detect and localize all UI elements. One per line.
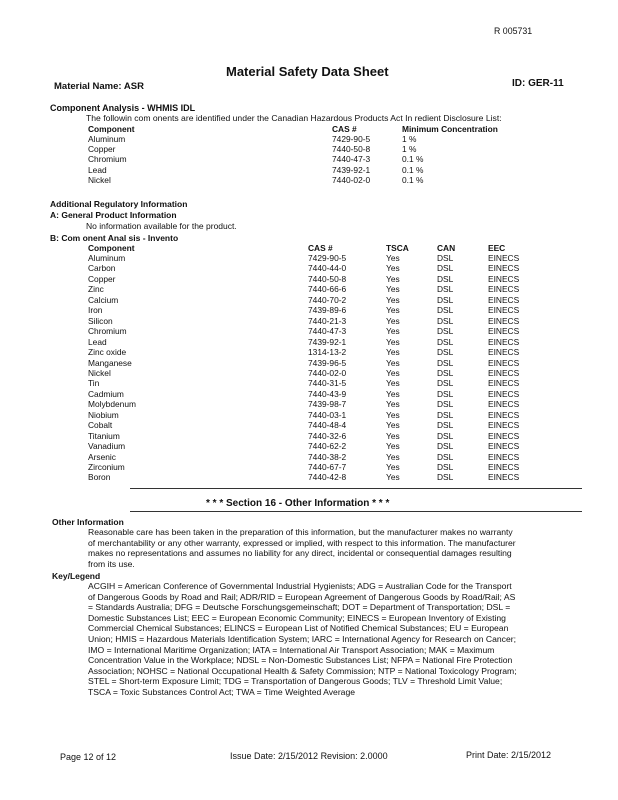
text-line: of merchantability or any other warranty, expressed or implied, with respect to this information. The manufacturer — [88, 537, 516, 548]
table-cell: 0.1 % — [402, 154, 424, 165]
table-cell: Yes — [386, 294, 400, 305]
table-cell: DSL — [437, 430, 454, 441]
table-row — [0, 347, 618, 358]
table-row — [0, 462, 618, 473]
table-cell: Yes — [386, 284, 400, 295]
other-information-text — [88, 527, 516, 569]
table-row — [0, 420, 618, 431]
table-cell: EINECS — [488, 451, 520, 462]
table-cell: 7440-02-0 — [332, 174, 371, 185]
table-cell: Yes — [386, 305, 400, 316]
table-cell: Lead — [88, 164, 107, 175]
table-row — [0, 472, 618, 483]
table-row — [0, 378, 618, 389]
table-cell: EINECS — [488, 378, 520, 389]
table-cell: 7440-42-8 — [308, 472, 347, 483]
table-cell: DSL — [437, 472, 454, 483]
section-16-heading: * * * Section 16 - Other Information * * * — [206, 498, 390, 509]
table-cell: EINECS — [488, 388, 520, 399]
column-header: CAS # — [332, 124, 357, 134]
text-line: makes no representations and assumes no liability for any direct, incidental or consequential damages resulting — [88, 548, 512, 559]
section-divider — [130, 488, 582, 489]
text-line: ACGIH = American Conference of Governmental Industrial Hygienists; ADG = Australian Code for the Transport — [88, 581, 512, 591]
table-cell: Molybdenum — [88, 399, 136, 410]
table-cell: EINECS — [488, 357, 520, 368]
table-cell: EINECS — [488, 441, 520, 452]
table-cell: EINECS — [488, 273, 520, 284]
table-cell: DSL — [437, 336, 454, 347]
table-cell: EINECS — [488, 284, 520, 295]
table-row — [0, 165, 618, 176]
table-row — [0, 175, 618, 186]
regulatory-heading: Additional Regulatory Information — [50, 199, 188, 209]
table-cell: DSL — [437, 388, 454, 399]
table-cell: Yes — [386, 399, 400, 410]
table-cell: DSL — [437, 294, 454, 305]
table-cell: DSL — [437, 441, 454, 452]
table-cell: Nickel — [88, 174, 111, 185]
table-cell: Chromium — [88, 154, 127, 165]
component-analysis-header-row — [0, 124, 618, 135]
table-cell: Yes — [386, 326, 400, 337]
component-analysis-heading: Component Analysis - WHMIS IDL — [50, 103, 196, 113]
table-cell: 1314-13-2 — [308, 347, 347, 358]
table-cell: 7439-92-1 — [308, 336, 347, 347]
table-cell: 7429-90-5 — [308, 253, 347, 263]
table-cell: EINECS — [488, 420, 520, 431]
table-cell: DSL — [437, 420, 454, 431]
print-date: Print Date: 2/15/2012 — [466, 750, 552, 760]
table-cell: Yes — [386, 263, 400, 274]
table-cell: 7440-47-3 — [308, 326, 347, 337]
table-row — [0, 263, 618, 274]
table-cell: Yes — [386, 388, 400, 399]
table-cell: 7439-89-6 — [308, 305, 347, 316]
table-cell: 7429-90-5 — [332, 134, 371, 144]
table-cell: DSL — [437, 273, 454, 284]
table-row — [0, 431, 618, 442]
table-cell: Yes — [386, 472, 400, 483]
table-cell: EINECS — [488, 347, 520, 358]
table-row — [0, 284, 618, 295]
table-cell: 7440-50-8 — [308, 273, 347, 284]
table-cell: DSL — [437, 409, 454, 420]
table-cell: 7440-32-6 — [308, 430, 347, 441]
table-cell: 7440-44-0 — [308, 263, 347, 274]
column-header: EEC — [488, 243, 506, 253]
table-row — [0, 305, 618, 316]
table-cell: 7440-66-6 — [308, 284, 347, 295]
table-cell: 7439-92-1 — [332, 164, 371, 175]
text-line: Union; HMIS = Hazardous Materials Identification System; IARC = International Agency for Research on Cancer; — [88, 633, 516, 644]
table-cell: Yes — [386, 367, 400, 378]
table-cell: Lead — [88, 336, 107, 347]
table-cell: 1 % — [402, 134, 417, 144]
table-cell: Cobalt — [88, 420, 113, 431]
general-product-text: No information available for the product. — [86, 221, 237, 231]
table-cell: Cadmium — [88, 388, 124, 399]
table-cell: EINECS — [488, 409, 520, 420]
table-cell: EINECS — [488, 263, 520, 274]
table-row — [0, 452, 618, 463]
text-line: IMO = International Maritime Organization; IATA = International Air Transport Association; MAK = Maximum — [88, 644, 495, 655]
table-cell: EINECS — [488, 315, 520, 326]
table-cell: Yes — [386, 273, 400, 284]
table-cell: DSL — [437, 451, 454, 462]
table-cell: Zinc oxide — [88, 347, 127, 358]
table-cell: DSL — [437, 315, 454, 326]
table-cell: Zinc — [88, 284, 104, 295]
table-cell: Arsenic — [88, 451, 116, 462]
table-cell: EINECS — [488, 462, 520, 472]
table-cell: DSL — [437, 305, 454, 316]
table-cell: Chromium — [88, 326, 127, 337]
table-cell: DSL — [437, 263, 454, 274]
table-cell: EINECS — [488, 326, 520, 337]
table-cell: 7440-21-3 — [308, 315, 347, 326]
table-cell: Carbon — [88, 263, 116, 274]
table-cell: 7439-98-7 — [308, 399, 347, 410]
table-row — [0, 144, 618, 155]
material-name: Material Name: ASR — [54, 81, 144, 92]
table-row — [0, 274, 618, 285]
page-title: Material Safety Data Sheet — [226, 64, 389, 79]
column-header: CAN — [437, 243, 456, 253]
table-cell: 7440-67-7 — [308, 462, 347, 472]
table-cell: Aluminum — [88, 253, 126, 263]
table-cell: 7440-43-9 — [308, 388, 347, 399]
table-cell: Silicon — [88, 315, 113, 326]
table-row — [0, 389, 618, 400]
table-cell: 0.1 % — [402, 164, 424, 175]
table-cell: 7440-50-8 — [332, 144, 371, 155]
table-cell: 7440-48-4 — [308, 420, 347, 431]
table-cell: DSL — [437, 367, 454, 378]
column-header: Component — [88, 124, 135, 134]
table-row — [0, 134, 618, 145]
text-line: TSCA = Toxic Substances Control Act; TWA = Time Weighted Average — [88, 686, 356, 697]
table-cell: EINECS — [488, 336, 520, 347]
table-cell: EINECS — [488, 253, 520, 263]
other-information-heading: Other Information — [52, 517, 124, 527]
table-cell: Boron — [88, 472, 111, 483]
table-row — [0, 253, 618, 264]
table-cell: Yes — [386, 451, 400, 462]
table-cell: 7439-96-5 — [308, 357, 347, 368]
text-line: Commercial Chemical Substances; ELINCS = European List of Notified Chemical Substances; EU = European — [88, 623, 509, 634]
table-cell: 7440-38-2 — [308, 451, 347, 462]
table-cell: Yes — [386, 315, 400, 326]
table-row — [0, 358, 618, 369]
text-line: Domestic Substances List; EEC = European Economic Community; EINECS = European Inventory of Existing — [88, 612, 506, 623]
table-cell: 7440-47-3 — [332, 154, 371, 165]
inventory-header-row — [0, 243, 618, 254]
table-cell: Zirconium — [88, 462, 125, 472]
key-legend-text — [88, 581, 517, 698]
key-legend-heading: Key/Legend — [52, 571, 101, 581]
table-row — [0, 441, 618, 452]
table-cell: EINECS — [488, 399, 520, 410]
table-cell: Yes — [386, 409, 400, 420]
table-row — [0, 316, 618, 327]
table-cell: 7440-03-1 — [308, 409, 347, 420]
table-cell: 0.1 % — [402, 174, 424, 185]
table-row — [0, 410, 618, 421]
table-cell: EINECS — [488, 430, 520, 441]
text-line: STEL = Short-term Exposure Limit; TDG = Transportation of Dangerous Goods; TLV = Threshold Limit Value; — [88, 676, 503, 687]
table-cell: Iron — [88, 305, 103, 316]
table-cell: DSL — [437, 462, 454, 472]
table-cell: Copper — [88, 273, 116, 284]
table-row — [0, 326, 618, 337]
table-cell: Vanadium — [88, 441, 126, 452]
text-line: of Dangerous Goods by Road and Rail; ADR/RID = European Agreement of Dangerous Goods by Road/Rail; AS — [88, 591, 516, 602]
table-cell: Yes — [386, 357, 400, 368]
table-cell: Yes — [386, 347, 400, 358]
table-cell: DSL — [437, 284, 454, 295]
text-line: from its use. — [88, 558, 135, 569]
column-header: Minimum Concentration — [402, 124, 498, 134]
table-cell: 7440-02-0 — [308, 367, 347, 378]
table-cell: 7440-62-2 — [308, 441, 347, 452]
component-analysis-intro: The followin com onents are identified under the Canadian Hazardous Products Act In redient Disclosure List: — [86, 113, 502, 123]
table-cell: EINECS — [488, 367, 520, 378]
table-cell: Yes — [386, 430, 400, 441]
table-cell: EINECS — [488, 294, 520, 305]
table-cell: DSL — [437, 253, 454, 263]
table-cell: Yes — [386, 441, 400, 452]
table-cell: Niobium — [88, 409, 119, 420]
table-cell: EINECS — [488, 472, 520, 483]
column-header: CAS # — [308, 243, 333, 253]
table-cell: Yes — [386, 378, 400, 389]
table-cell: DSL — [437, 326, 454, 337]
table-row — [0, 368, 618, 379]
table-row — [0, 154, 618, 165]
document-reference: R 005731 — [494, 26, 533, 36]
table-cell: Manganese — [88, 357, 132, 368]
text-line: Concentration Value in the Workplace; NDSL = Non-Domestic Substances List; NFPA = National Fire Protection — [88, 655, 513, 666]
table-cell: Yes — [386, 420, 400, 431]
table-row — [0, 295, 618, 306]
table-cell: Copper — [88, 144, 116, 155]
table-cell: Tin — [88, 378, 100, 389]
general-product-heading: A: General Product Information — [50, 210, 177, 220]
table-cell: EINECS — [488, 305, 520, 316]
table-row — [0, 337, 618, 348]
table-cell: 7440-70-2 — [308, 294, 347, 305]
column-header: TSCA — [386, 243, 409, 253]
table-cell: Titanium — [88, 430, 120, 441]
table-cell: DSL — [437, 399, 454, 410]
table-cell: DSL — [437, 378, 454, 389]
table-cell: 7440-31-5 — [308, 378, 347, 389]
section-divider — [130, 511, 582, 512]
table-cell: Yes — [386, 336, 400, 347]
table-cell: Aluminum — [88, 134, 126, 144]
table-cell: Calcium — [88, 294, 119, 305]
column-header: Component — [88, 243, 135, 253]
text-line: Association; NOHSC = National Occupational Health & Safety Commission; NTP = National Toxicology Program; — [88, 665, 517, 676]
table-row — [0, 399, 618, 410]
table-cell: DSL — [437, 347, 454, 358]
table-cell: DSL — [437, 357, 454, 368]
table-cell: Nickel — [88, 367, 111, 378]
issue-date: Issue Date: 2/15/2012 Revision: 2.0000 — [230, 751, 388, 761]
text-line: = Standards Australia; DFG = Deutsche Forschungsgemeinschaft; DOT = Department of Transportation; DSL = — [88, 602, 511, 613]
table-cell: 1 % — [402, 144, 417, 155]
inventory-heading: B: Com onent Anal sis - Invento — [50, 233, 179, 243]
text-line: Reasonable care has been taken in the preparation of this information, but the manufacturer makes no warranty — [88, 527, 513, 537]
page-number: Page 12 of 12 — [60, 752, 117, 762]
document-id: ID: GER-11 — [512, 78, 564, 89]
table-cell: Yes — [386, 253, 400, 263]
table-cell: Yes — [386, 462, 400, 472]
